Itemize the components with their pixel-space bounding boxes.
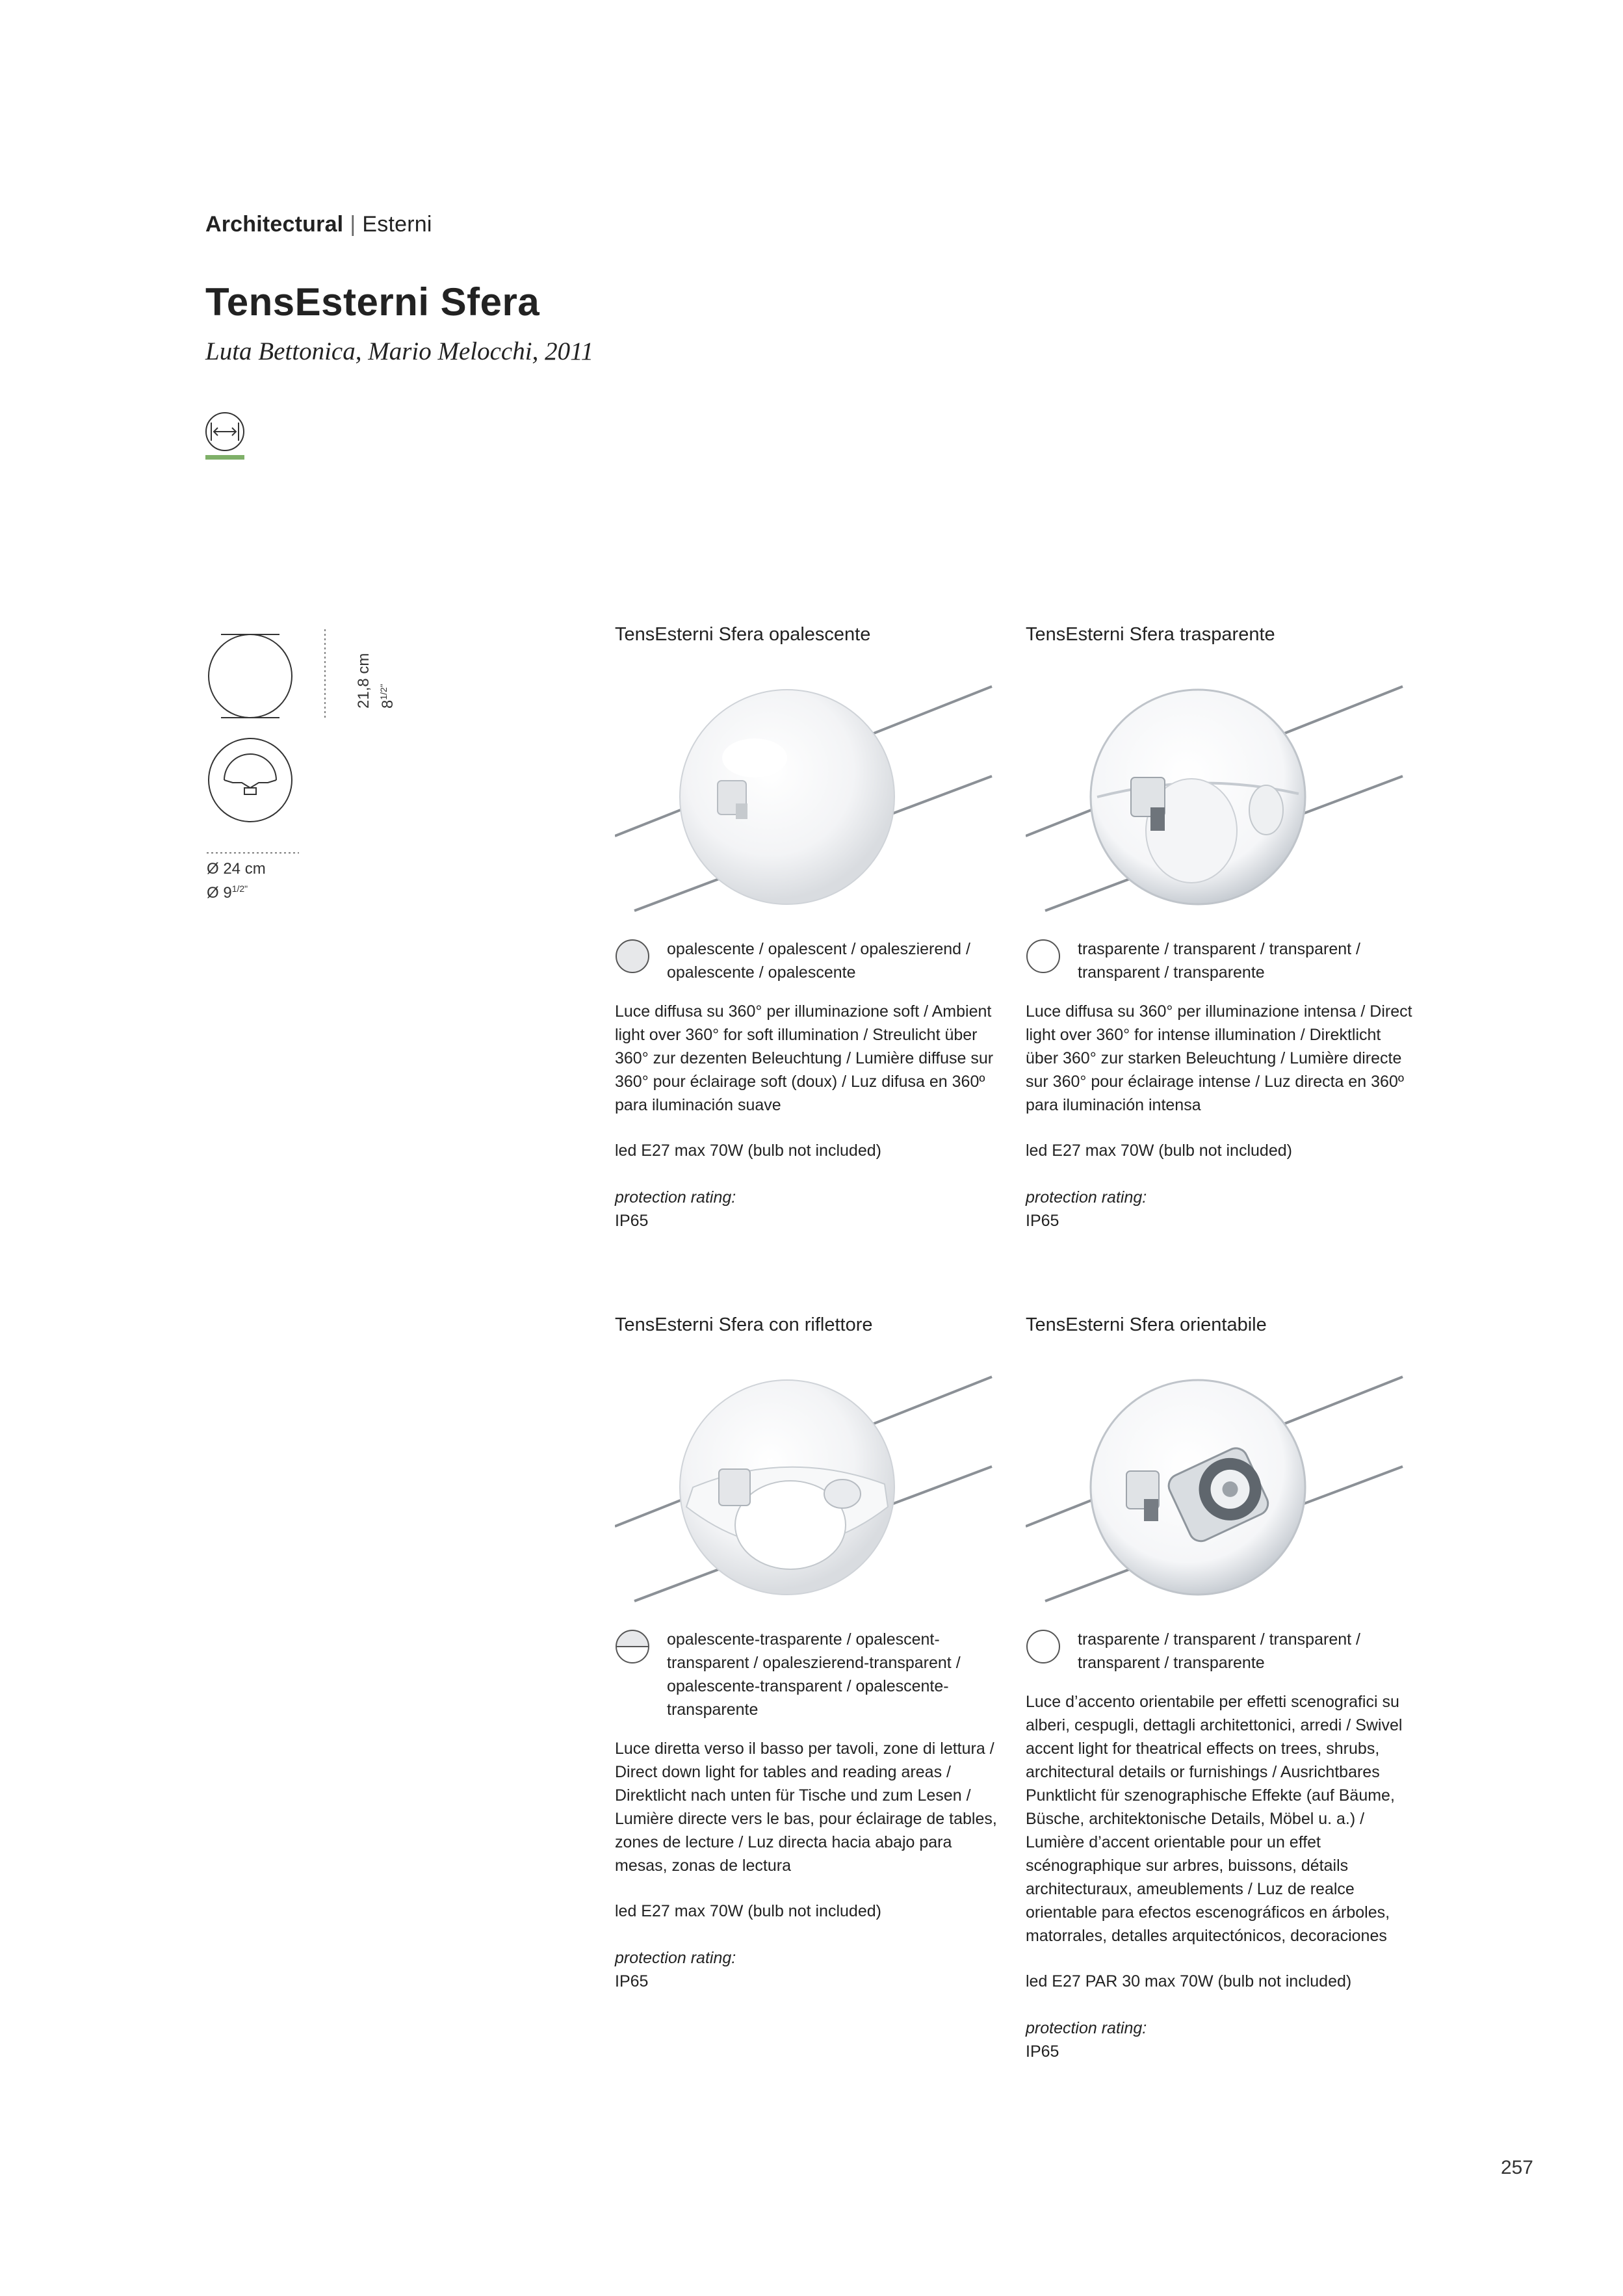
finish-label: trasparente / transparent / transparent / transparent / transparente [1078,940,1360,982]
product-title: TensEsterni Sfera orientabile [1026,1314,1267,1335]
product-description: Luce diffusa su 360° per illuminazione intensa / Direct light over 360° for intense illumination / Direktlicht über 360° zur starken Beleuchtung / Lumière directe sur 360° pour éclairage intense / Luz directa en 360º para iluminación intensa [1026,1002,1412,1114]
feature-accent-bar [205,455,244,460]
finish-row [615,939,1005,984]
breadcrumb-subcategory: Esterni [362,212,432,237]
product-title: TensEsterni Sfera con riflettore [615,1314,873,1335]
product-description: Luce d’accento orientabile per effetti scenografici su alberi, cespugli, dettagli architettonici, arredi / Swivel accent light for theatrical effects on trees, shrubs, architectural details or furnishings / Ausrichtbares Punktlicht für szenographische Effekte (auf Bäume, Büsche, architektonische Details, Möbel u. a.) / Lumière d’accent orientable pour un effet scénographique sur arbres, buissons, détails architecturaux, ameublements / Luz de realce orientable para efectos escenográficos en árboles, matorrales, detalles arquitectónicos, decoraciones [1026,1693,1403,1945]
product-title: TensEsterni Sfera opalescente [615,624,871,645]
product-image-trasparente [1026,660,1409,914]
protection-rating-value: IP65 [1026,2042,1059,2061]
diameter-in [207,879,266,903]
product-card-opalescente [615,623,1005,1233]
height-in [374,653,398,709]
diameter-in-value: Ø 9 [207,884,232,902]
product-image-opalescente [615,660,998,914]
height-cm: 21,8 cm [355,653,372,709]
breadcrumb-separator: | [350,212,356,237]
protection-rating-label: protection rating: [1026,1188,1147,1207]
product-spec: led E27 max 70W (bulb not included) [615,1902,881,1920]
product-spec: led E27 PAR 30 max 70W (bulb not included) [1026,1972,1352,1990]
finish-label: trasparente / transparent / transparent / transparent / transparente [1078,1630,1360,1672]
product-description: Luce diretta verso il basso per tavoli, zone di lettura / Direct down light for tables and reading areas / Direktlicht nach unten für Tische und zum Lesen / Lumière directe vers le bas, pour éclairage de tables, zones de lecture / Luz directa hacia abajo para mesas, zonas de lectura [615,1740,997,1875]
diameter-in-fraction: 1/2" [231,883,248,894]
finish-row [1026,939,1416,984]
page-number: 257 [1500,2157,1533,2178]
finish-label: opalescente / opalescent / opaleszierend / opalescente / opalescente [667,940,970,982]
breadcrumb-category: Architectural [205,212,344,237]
height-in-fraction: 1/2" [378,684,389,700]
product-spec: led E27 max 70W (bulb not included) [615,1141,881,1160]
horizontal-adjust-icon [204,411,246,452]
page-title: TensEsterni Sfera [205,280,540,324]
product-card-riflettore [615,1313,1005,1993]
protection-rating-value: IP65 [1026,1212,1059,1230]
product-image-orientabile [1026,1351,1409,1604]
protection-rating-value: IP65 [615,1972,649,1990]
opalescent-swatch-icon [615,939,650,974]
product-title: TensEsterni Sfera trasparente [1026,624,1275,645]
height-in-value: 8 [379,699,396,709]
transparent-swatch-icon [1026,1629,1061,1664]
finish-label: opalescente-trasparente / opalescent-transparent / opaleszierend-transparent / opalescente-transparent / opalescente-transparente [667,1630,961,1719]
finish-row [1026,1629,1416,1675]
protection-rating-label: protection rating: [615,1949,736,1967]
protection-rating-label: protection rating: [1026,2019,1147,2037]
transparent-swatch-icon [1026,939,1061,974]
height-dimension-label [354,653,398,709]
opalescent-transparent-swatch-icon [615,1629,650,1664]
product-description: Luce diffusa su 360° per illuminazione soft / Ambient light over 360° for soft illumination / Streulicht über 360° zur dezenten Beleuchtung / Lumière diffuse sur 360° pour éclairage soft (doux) / Luz difusa en 360º para iluminación suave [615,1002,994,1114]
product-card-trasparente [1026,623,1416,1233]
protection-rating-label: protection rating: [615,1188,736,1207]
sphere-side-view [209,634,292,718]
diameter-dimension-label [207,859,266,903]
diameter-cm: Ø 24 cm [207,860,266,878]
protection-rating-value: IP65 [615,1212,649,1230]
product-spec: led E27 max 70W (bulb not included) [1026,1141,1292,1160]
sphere-bottom-view [209,738,292,822]
breadcrumb [205,212,432,237]
product-card-orientabile [1026,1313,1416,2063]
finish-row [615,1629,1005,1721]
designers-credit: Luta Bettonica, Mario Melocchi, 2011 [205,337,594,365]
product-image-riflettore [615,1351,998,1604]
